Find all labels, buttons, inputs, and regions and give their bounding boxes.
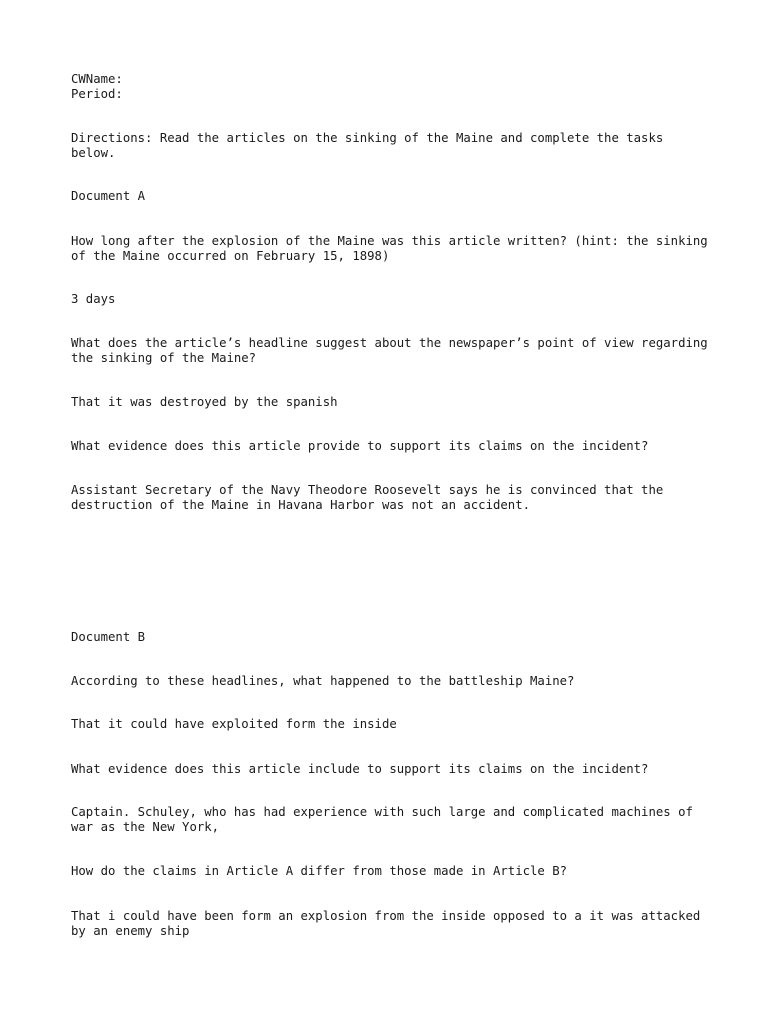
document-a-heading: Document A [71, 189, 146, 203]
document-b-answer-2: Captain. Schuley, who has had experience with such large and complicated machines of war as the New York, [71, 805, 701, 834]
document-a-question-1: How long after the explosion of the Maine was this article written? (hint: the sinking of the Maine occurred on February 15, 1898) [71, 234, 716, 263]
document-b-answer-3: That i could have been form an explosion from the inside opposed to a it was attacked by an enemy ship [71, 909, 708, 938]
document-a-question-3: What evidence does this article provide to support its claims on the incident? [71, 439, 649, 453]
document-a-answer-3: Assistant Secretary of the Navy Theodore Roosevelt says he is convinced that the destruction of the Maine in Havana Harbor was not an accident. [71, 483, 671, 512]
document-b-answer-1: That it could have exploited form the inside [71, 717, 397, 731]
period-label: Period: [71, 87, 123, 101]
document-b-question-3: How do the claims in Article A differ from those made in Article B? [71, 864, 568, 878]
document-a-answer-2: That it was destroyed by the spanish [71, 395, 338, 409]
document-b-question-1: According to these headlines, what happened to the battleship Maine? [71, 674, 575, 688]
document-b-heading: Document B [71, 630, 146, 644]
directions-text: Directions: Read the articles on the sinking of the Maine and complete the tasks below. [71, 131, 671, 160]
document-b-question-2: What evidence does this article include to support its claims on the incident? [71, 762, 649, 776]
document-a-answer-1: 3 days [71, 292, 116, 306]
name-label: CWName: [71, 72, 123, 86]
document-a-question-2: What does the article’s headline suggest about the newspaper’s point of view regarding the sinking of the Maine? [71, 336, 716, 365]
